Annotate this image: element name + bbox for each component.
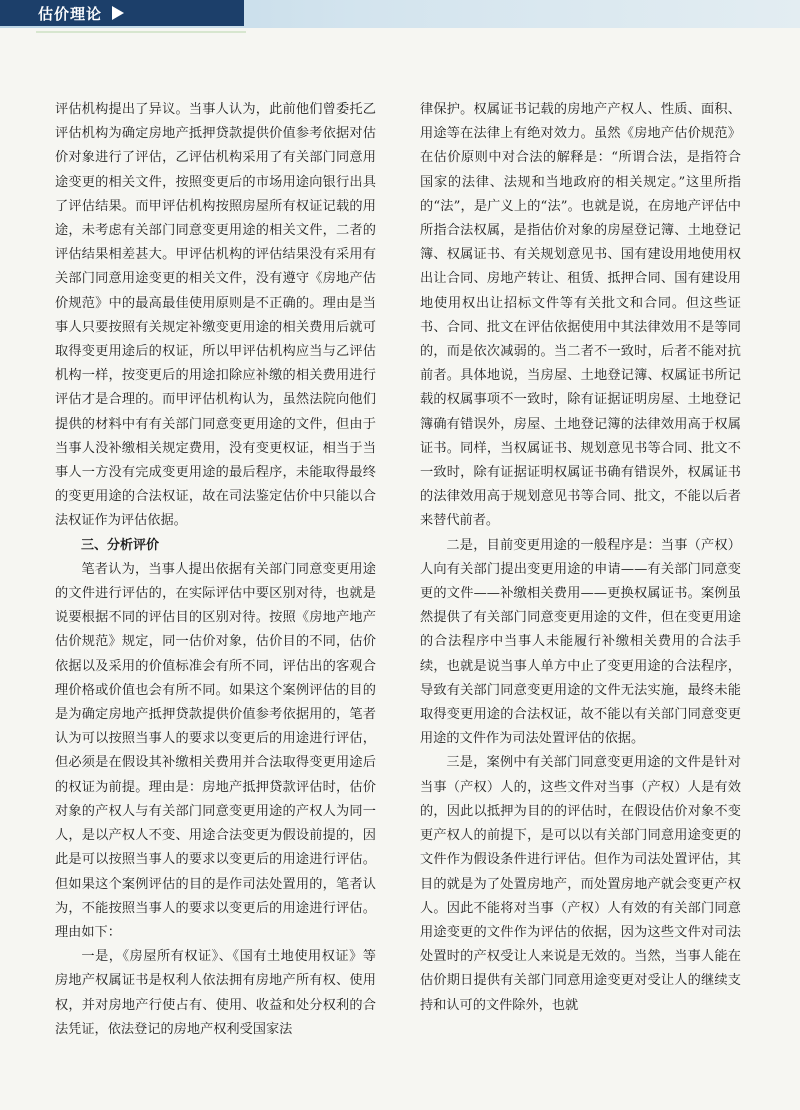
- right-paragraph-2: 二是，目前变更用途的一般程序是：当事（产权）人向有关部门提出变更用途的申请——有关部门同意变更的文件——补缴相关费用——更换权属证书。案例虽然提供了有关部门同意变更用途的文件，但在变更用途的合法程序中当事人未能履行补缴相关费用的合法手续，也就是说当事人单方中止了变更用途的合法程序，导致有关部门同意变更用途的文件无法实施，最终未能取得变更用途的合法权证，故不能以有关部门同意变更用途的文件作为司法处置评估的依据。: [420, 537, 741, 747]
- left-paragraph-3: 一是，《房屋所有权证》、《国有土地使用权证》等房地产权属证书是权利人依法拥有房地产所有权、使用权，并对房地产行使占有、使用、收益和处分权利的合法凭证，依法登记的房地产权利受国家法: [55, 949, 376, 1037]
- header-divider: [36, 31, 246, 33]
- right-paragraph-3: 三是，案例中有关部门同意变更用途的文件是针对当事（产权）人的，这些文件对当事（产权）人是有效的，因此以抵押为目的的评估时，在假设估价对象不变更产权人的前提下，是可以以有关部门同意用途变更的文件作为假设条件进行评估。但作为司法处置评估，其目的就是为了处置房地产，而处置房地产就会变更产权人。因此不能将对当事（产权）人有效的有关部门同意用途变更的文件作为评估的依据，因为这些文件对司法处置时的产权受让人来说是无效的。当然，当事人能在估价期日提供有关部门同意用途变更对受让人的继续支持和认可的文件除外，也就: [420, 755, 741, 1013]
- left-paragraph-2: 笔者认为，当事人提出依据有关部门同意变更用途的文件进行评估的，在实际评估中要区别对待，也就是说要根据不同的评估目的区别对待。按照《房地产地产估价规范》规定，同一估价对象，估价目的不同，估价依据以及采用的价值标准会有所不同，评估出的客观合理价格或价值也会有所不同。如果这个案例评估的目的是为确定房地产抵押贷款提供价值参考依据用的，笔者认为可以按照当事人的要求以变更后的用途进行评估，但必须是在假设其补缴相关费用并合法取得变更用途后的权证为前提。理由是：房地产抵押贷款评估时，估价对象的产权人与有关部门同意变更用途的产权人为同一人，是以产权人不变、用途合法变更为假设前提的，因此是可以按照当事人的要求以变更后的用途进行评估。但如果这个案例评估的目的是作司法处置用的，笔者认为，不能按照当事人的要求以变更后的用途进行评估。理由如下：: [55, 561, 376, 940]
- left-paragraph-1: 评估机构提出了异议。当事人认为，此前他们曾委托乙评估机构为确定房地产抵押贷款提供价值参考依据对估价对象进行了评估，乙评估机构采用了有关部门同意用途变更的相关文件，按照变更后的市场用途向银行出具了评估结果。而甲评估机构按照房屋所有权证记载的用途，未考虑有关部门同意变更用途的相关文件，二者的评估结果相差甚大。甲评估机构的评估结果没有采用有关部门同意用途变更的相关文件，没有遵守《房地产估价规范》中的最高最佳使用原则是不正确的。理由是当事人只要按照有关规定补缴变更用途的相关费用后就可取得变更用途后的权证，所以甲评估机构应当与乙评估机构一样，按变更后的用途扣除应补缴的相关费用进行评估才是合理的。而甲评估机构认为，虽然法院向他们提供的材料中有有关部门同意变更用途的文件，但由于当事人没补缴相关规定费用，没有变更权证，相当于当事人一方没有完成变更用途的最后程序，未能取得最终的变更用途的合法权证，故在司法鉴定估价中只能以合法权证作为评估依据。: [55, 102, 376, 529]
- section-tab: [0, 0, 244, 26]
- section-heading: 三、分析评价: [81, 537, 160, 553]
- left-column: [55, 98, 376, 1042]
- right-column: [420, 98, 741, 1018]
- section-label: 估价理论: [38, 4, 103, 23]
- right-paragraph-1: 律保护。权属证书记载的房地产产权人、性质、面积、用途等在法律上有绝对效力。虽然《房地产估价规范》在估价原则中对合法的解释是：“所谓合法，是指符合国家的法律、法规和当地政府的相关规定。”这里所指的“法”，是广义上的“法”。也就是说，在房地产评估中所指合法权属，是指估价对象的房屋登记簿、土地登记簿、权属证书、有关规划意见书、国有建设用地使用权出让合同、房地产转让、租赁、抵押合同、国有建设用地使用权出让招标文件等有关批文和合同。但这些证书、合同、批文在评估依据使用中其法律效用不是等同的，而是依次减弱的。当二者不一致时，后者不能对抗前者。具体地说，当房屋、土地登记簿、权属证书所记载的权属事项不一致时，除有证据证明房屋、土地登记簿确有错误外，房屋、土地登记簿的法律效用高于权属证书。同样，当权属证书、规划意见书等合同、批文不一致时，除有证据证明权属证书确有错误外，权属证书的法律效用高于规划意见书等合同、批文，不能以后者来替代前者。: [420, 102, 741, 529]
- arrow-right-icon: [112, 6, 124, 20]
